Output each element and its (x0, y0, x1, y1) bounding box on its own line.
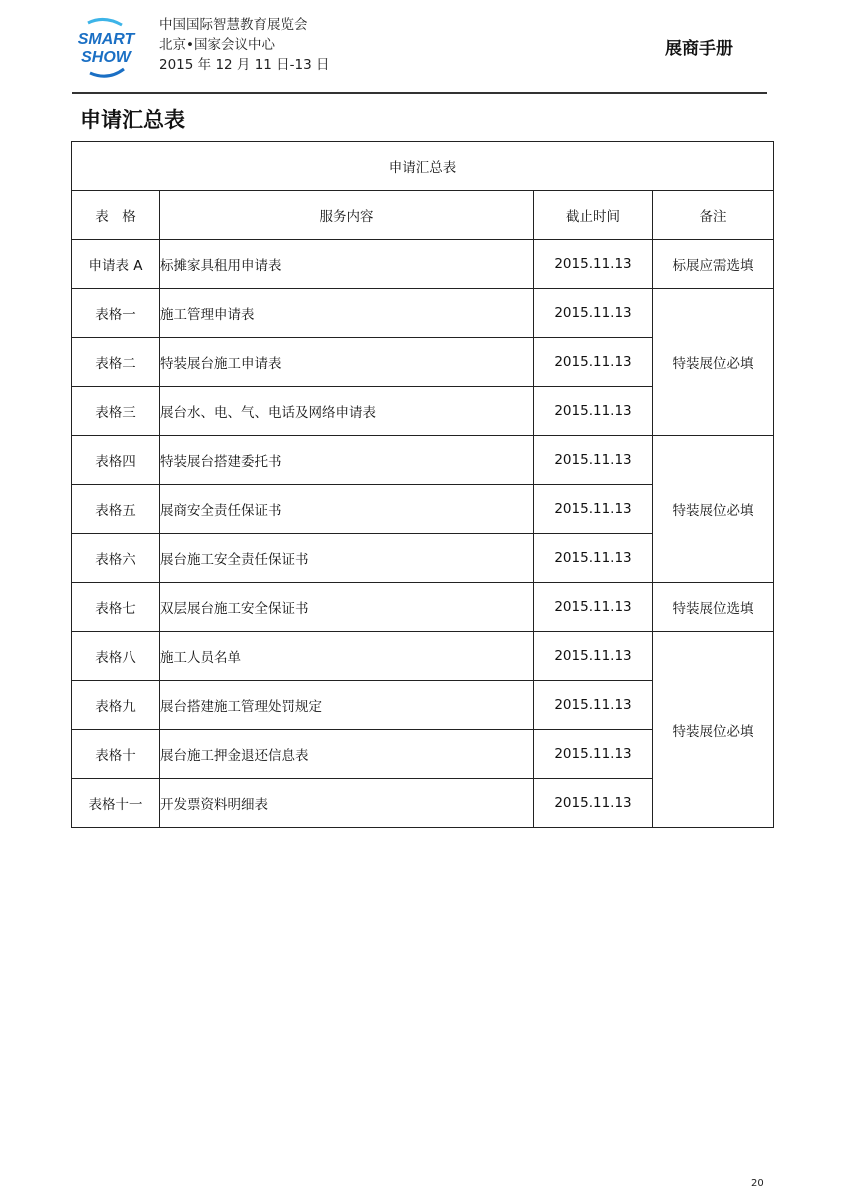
table-row (72, 240, 774, 289)
content-cell: 展台施工押金退还信息表 (160, 730, 534, 779)
form-cell: 表格六 (72, 534, 160, 583)
form-cell: 表格十一 (72, 779, 160, 828)
table-header-row (72, 191, 774, 240)
remark-cell: 特装展位必填 (653, 632, 774, 828)
smartshow-logo (66, 17, 146, 79)
content-cell: 展台水、电、气、电话及网络申请表 (160, 387, 534, 436)
logo-line1: SMART (77, 31, 135, 48)
header-divider (72, 92, 767, 94)
application-summary-table (71, 141, 774, 828)
content-cell: 展台搭建施工管理处罚规定 (160, 681, 534, 730)
column-header-form: 表 格 (72, 191, 160, 240)
column-header-content: 服务内容 (160, 191, 534, 240)
deadline-cell: 2015.11.13 (534, 338, 653, 387)
column-header-deadline: 截止时间 (534, 191, 653, 240)
content-cell: 开发票资料明细表 (160, 779, 534, 828)
logo-line2: SHOW (81, 49, 131, 66)
remark-cell: 特装展位选填 (653, 583, 774, 632)
form-cell: 表格一 (72, 289, 160, 338)
content-cell: 特装展台施工申请表 (160, 338, 534, 387)
expo-venue: 北京•国家会议中心 (159, 37, 275, 53)
deadline-cell: 2015.11.13 (534, 534, 653, 583)
deadline-cell: 2015.11.13 (534, 485, 653, 534)
deadline-cell: 2015.11.13 (534, 436, 653, 485)
form-cell: 表格八 (72, 632, 160, 681)
deadline-cell: 2015.11.13 (534, 681, 653, 730)
remark-cell: 标展应需选填 (653, 240, 774, 289)
expo-dates: 2015 年 12 月 11 日-13 日 (159, 57, 330, 73)
deadline-cell: 2015.11.13 (534, 240, 653, 289)
deadline-cell: 2015.11.13 (534, 632, 653, 681)
table-row (72, 289, 774, 338)
deadline-cell: 2015.11.13 (534, 387, 653, 436)
deadline-cell: 2015.11.13 (534, 583, 653, 632)
form-cell: 表格二 (72, 338, 160, 387)
table-row (72, 583, 774, 632)
smartshow-logo-graphic (66, 17, 146, 79)
expo-name: 中国国际智慧教育展览会 (159, 17, 308, 33)
remark-cell: 特装展位必填 (653, 289, 774, 436)
table-caption-row (72, 142, 774, 191)
handbook-title: 展商手册 (665, 39, 733, 59)
content-cell: 双层展台施工安全保证书 (160, 583, 534, 632)
content-cell: 标摊家具租用申请表 (160, 240, 534, 289)
content-cell: 施工人员名单 (160, 632, 534, 681)
content-cell: 施工管理申请表 (160, 289, 534, 338)
content-cell: 展台施工安全责任保证书 (160, 534, 534, 583)
form-cell: 表格九 (72, 681, 160, 730)
deadline-cell: 2015.11.13 (534, 289, 653, 338)
column-header-remark: 备注 (653, 191, 774, 240)
content-cell: 展商安全责任保证书 (160, 485, 534, 534)
deadline-cell: 2015.11.13 (534, 779, 653, 828)
table-row (72, 436, 774, 485)
form-cell: 表格四 (72, 436, 160, 485)
table-row (72, 632, 774, 681)
section-title: 申请汇总表 (80, 108, 185, 132)
page-number: 20 (751, 1178, 764, 1189)
form-cell: 表格七 (72, 583, 160, 632)
expo-info (159, 15, 330, 75)
deadline-cell: 2015.11.13 (534, 730, 653, 779)
form-cell: 表格十 (72, 730, 160, 779)
form-cell: 表格三 (72, 387, 160, 436)
form-cell: 申请表 A (72, 240, 160, 289)
form-cell: 表格五 (72, 485, 160, 534)
content-cell: 特装展台搭建委托书 (160, 436, 534, 485)
remark-cell: 特装展位必填 (653, 436, 774, 583)
table-caption: 申请汇总表 (72, 142, 774, 191)
table-body (72, 240, 774, 828)
